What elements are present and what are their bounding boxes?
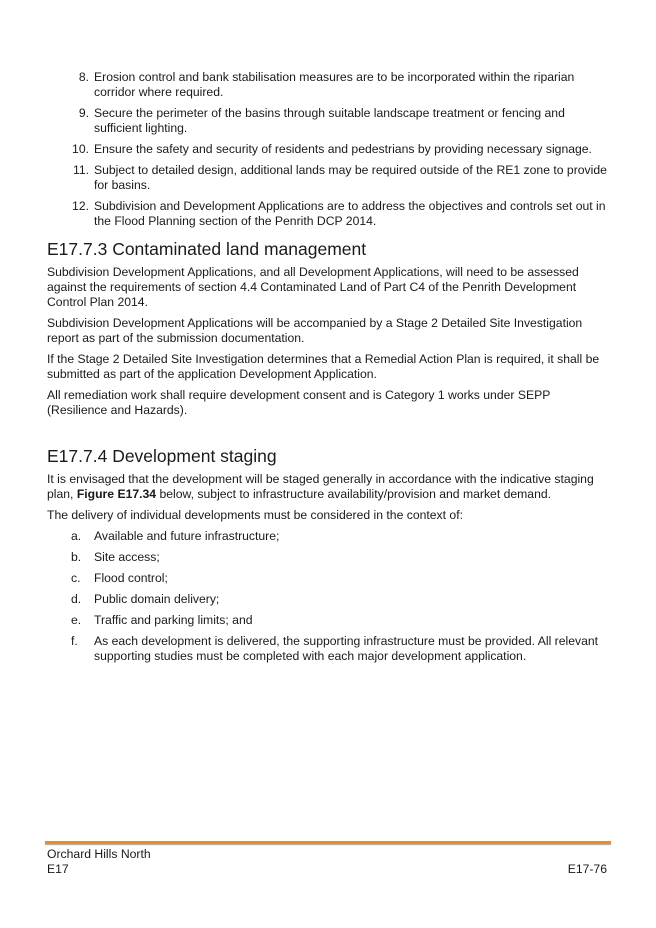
page-footer (47, 847, 607, 877)
list-item-letter: a. (71, 529, 82, 543)
list-item (47, 163, 609, 193)
page-content (47, 70, 609, 670)
list-item-number: 10. (72, 142, 89, 156)
list-item-letter: b. (71, 550, 82, 564)
list-item-text: Subject to detailed design, additional lands may be required outside of the RE1 zone to provide for basins. (94, 163, 607, 192)
list-item (47, 592, 609, 607)
paragraph: Subdivision Development Applications, and all Development Applications, will need to be assessed against the requirements of section 4.4 Contaminated Land of Part C4 of the Penrith Development Control Plan 2014. (47, 265, 579, 309)
footer-document-title: Orchard Hills North (47, 847, 151, 861)
list-item-letter: d. (71, 592, 82, 606)
section-heading-development-staging: E17.7.4 Development staging (47, 446, 277, 466)
list-item (47, 571, 609, 586)
list-item-number: 11. (72, 163, 89, 177)
staging-intro-paragraph (47, 472, 609, 502)
section-heading-contaminated-land: E17.7.3 Contaminated land management (47, 239, 367, 259)
list-item-text: Available and future infrastructure; (94, 529, 280, 543)
footer-page-number: E17-76 (567, 862, 607, 876)
footer-chapter: E17 (47, 862, 69, 876)
list-item (47, 529, 609, 544)
list-item-text: Public domain delivery; (94, 592, 220, 606)
list-item-letter: c. (71, 571, 81, 585)
list-item-text: Ensure the safety and security of residents and pedestrians by providing necessary signage. (94, 142, 592, 156)
figure-reference: Figure E17.34 (76, 487, 157, 501)
list-item-text: Traffic and parking limits; and (94, 613, 253, 627)
list-item-text: Site access; (94, 550, 160, 564)
list-item-letter: e. (71, 613, 82, 627)
intro-text-end: below, subject to infrastructure availability/provision and market demand. (156, 487, 552, 501)
list-item (47, 142, 609, 157)
paragraph: The delivery of individual developments must be considered in the context of: (47, 508, 463, 522)
intro-text: It is envisaged that the development will be staged generally in accordance with the indicative staging plan, (47, 472, 594, 501)
list-item-number: 12. (72, 199, 89, 213)
footer-divider (45, 841, 611, 844)
paragraph: All remediation work shall require development consent and is Category 1 works under SEPP (Resilience and Hazards). (47, 388, 551, 417)
list-item-text: As each development is delivered, the supporting infrastructure must be provided. All relevant supporting studies must be completed with each major development application. (94, 634, 599, 663)
list-item (47, 634, 609, 664)
list-item-text: Flood control; (94, 571, 168, 585)
list-item-number: 9. (78, 106, 89, 120)
list-item (47, 106, 609, 136)
staging-considerations-list (47, 529, 609, 664)
list-item (47, 199, 609, 229)
list-item-text: Secure the perimeter of the basins through suitable landscape treatment or fencing and sufficient lighting. (94, 106, 565, 135)
numbered-controls-list (47, 70, 609, 229)
list-item (47, 70, 609, 100)
list-item-letter: f. (71, 634, 78, 648)
list-item-number: 8. (78, 70, 89, 84)
paragraph: Subdivision Development Applications will be accompanied by a Stage 2 Detailed Site Investigation report as part of the submission documentation. (47, 316, 583, 345)
list-item (47, 613, 609, 628)
list-item-text: Erosion control and bank stabilisation measures are to be incorporated within the riparian corridor where required. (94, 70, 575, 99)
list-item (47, 550, 609, 565)
paragraph: If the Stage 2 Detailed Site Investigation determines that a Remedial Action Plan is required, it shall be submitted as part of the application Development Application. (47, 352, 600, 381)
list-item-text: Subdivision and Development Applications are to address the objectives and controls set out in the Flood Planning section of the Penrith DCP 2014. (94, 199, 606, 228)
